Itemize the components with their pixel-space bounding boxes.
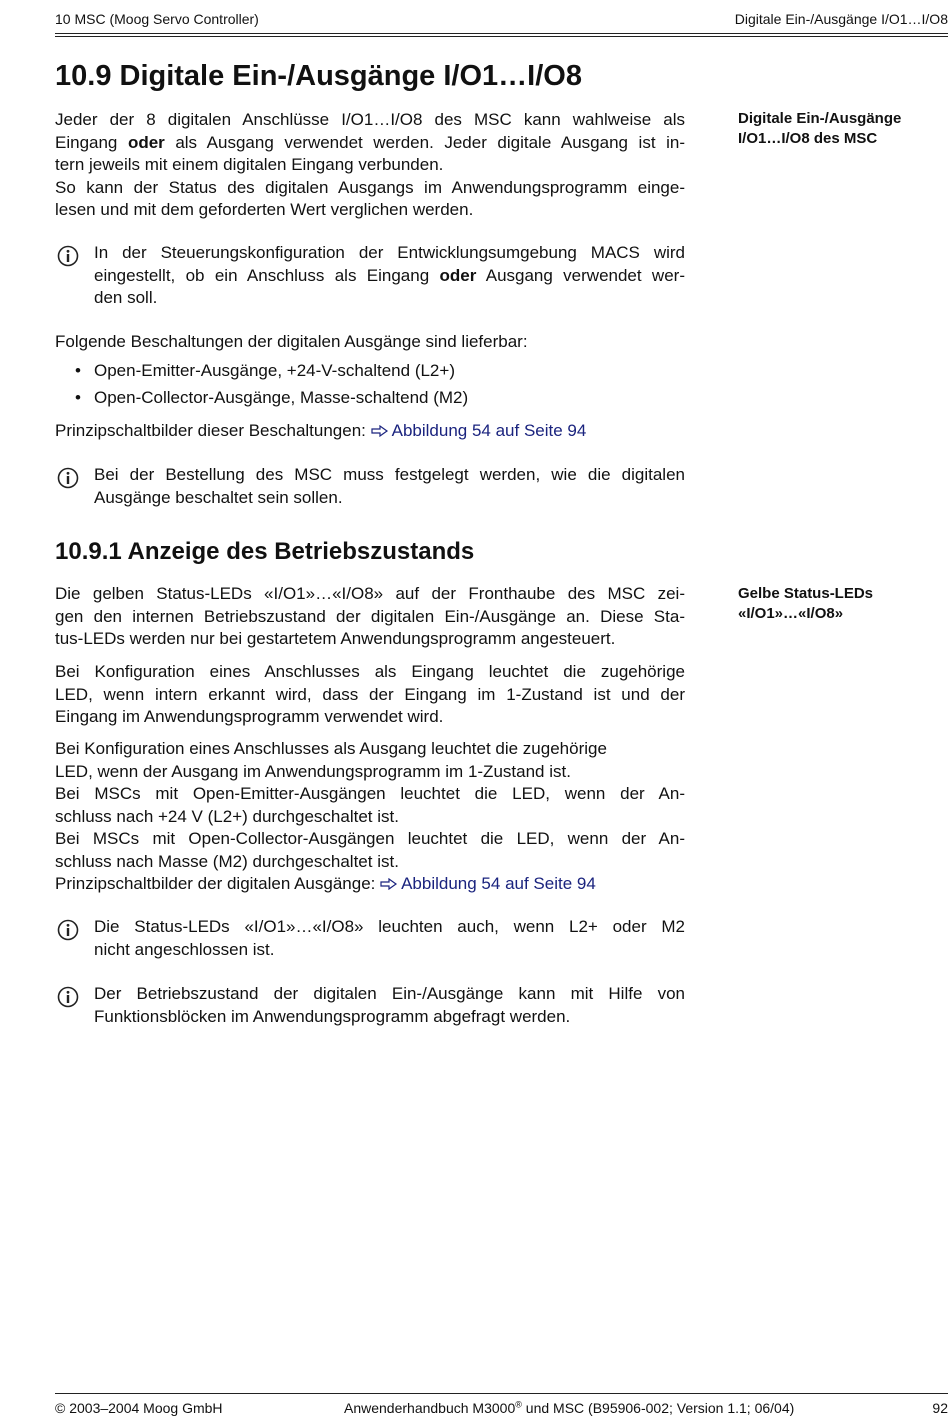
footer-document: Anwenderhandbuch M3000® und MSC (B95906-002; Version 1.1; 06/04) <box>344 1399 795 1416</box>
sidenote-line: I/O1…I/O8 des MSC <box>738 130 878 147</box>
emphasis-oder: oder <box>127 132 165 152</box>
status-led-paragraph: Die gelben Status-LEDs «I/O1»…«I/O8» auf der Fronthaube des MSC zei- gen den internen Betriebszustand der digitalen Ein-/Ausgänge an. Diese Sta- tus-LEDs werden nur bei gestartetem Anwendungsprogramm angesteuert. <box>55 584 685 648</box>
header-rule-2 <box>55 36 948 37</box>
intro-paragraph <box>55 109 685 222</box>
footer-copyright: © 2003–2004 Moog GmbH <box>55 1400 223 1416</box>
note-text: Die Status-LEDs «I/O1»…«I/O8» leuchten auch, wenn L2+ oder M2 nicht angeschlossen ist. <box>94 917 685 959</box>
arrow-right-icon <box>380 878 398 890</box>
page-header <box>55 11 948 33</box>
info-circle-icon <box>57 919 79 941</box>
output-config-paragraph: Bei Konfiguration eines Anschlusses als Ausgang leuchtet die zugehörige LED, wenn der Ausgang im Anwendungsprogramm im 1-Zustand ist. Bei MSCs mit Open-Emitter-Ausgängen leuchtet die LED, wenn der An- schluss nach +24 V (L2+) durchgeschaltet ist. Bei MSCs mit Open-Collector-Ausgängen leuchtet die LED, wenn der An- schluss nach Masse (M2) durchgeschaltet ist. Prinzipschaltbilder der digitalen Ausgänge: Abbildung 54 auf Seite 94 <box>55 738 685 896</box>
note-text: Der Betriebszustand der digitalen Ein-/Ausgänge kann mit Hilfe von Funktionsblöcken im Anwendungsprogramm abgefragt werden. <box>94 984 685 1026</box>
info-note-order <box>55 464 685 512</box>
header-chapter: 10 MSC (Moog Servo Controller) <box>55 11 259 27</box>
note-text: In der Steuerungskonfiguration der Entwicklungsumgebung MACS wird eingestellt, ob ein Anschluss als Eingang oder Ausgang verwendet wer- den soll. <box>94 243 685 307</box>
info-circle-icon <box>57 467 79 489</box>
text-line: lesen und mit dem geforderten Wert verglichen werden. <box>55 200 474 219</box>
info-note-function-blocks <box>55 983 685 1031</box>
header-rule <box>55 33 948 34</box>
header-section: Digitale Ein-/Ausgänge I/O1…I/O8 <box>734 11 948 27</box>
note-text: Bei der Bestellung des MSC muss festgelegt werden, wie die digitalen Ausgänge beschaltet sein sollen. <box>94 465 685 507</box>
section-title: 10.9 Digitale Ein-/Ausgänge I/O1…I/O8 <box>55 60 582 92</box>
input-config-paragraph: Bei Konfiguration eines Anschlusses als Eingang leuchtet die zugehörige LED, wenn intern erkannt wird, dass der Eingang im 1-Zustand ist und der Eingang im Anwendungsprogramm verwendet wird. <box>55 662 685 726</box>
footer-rule <box>55 1393 948 1394</box>
arrow-right-icon <box>371 425 389 437</box>
sidenote-line: «I/O1»…«I/O8» <box>738 605 844 622</box>
wiring-reference: Prinzipschaltbilder dieser Beschaltungen: Abbildung 54 auf Seite 94 <box>55 421 587 440</box>
sidenote-line: Digitale Ein-/Ausgänge <box>738 110 902 127</box>
text-line: Eingang oder als Ausgang verwendet werden. Jeder digitale Ausgang ist in- <box>55 132 685 152</box>
wiring-intro: Folgende Beschaltungen der digitalen Ausgänge sind lieferbar: <box>55 332 528 351</box>
figure-link[interactable]: Abbildung 54 auf Seite 94 <box>380 874 596 893</box>
text-line: So kann der Status des digitalen Ausgangs im Anwendungsprogramm einge- <box>55 177 685 197</box>
info-note-leds <box>55 916 685 964</box>
info-circle-icon <box>57 986 79 1008</box>
figure-link[interactable]: Abbildung 54 auf Seite 94 <box>371 421 587 440</box>
info-circle-icon <box>57 245 79 267</box>
sidenote-line: Gelbe Status-LEDs <box>738 585 874 602</box>
subsection-sidenote <box>738 584 938 624</box>
page-footer <box>55 1400 948 1418</box>
section-sidenote <box>738 109 938 149</box>
output-reference: Prinzipschaltbilder der digitalen Ausgänge: Abbildung 54 auf Seite 94 <box>55 874 596 893</box>
text-line: tern jeweils mit einem digitalen Eingang verbunden. <box>55 155 444 174</box>
text-line: Jeder der 8 digitalen Anschlüsse I/O1…I/O8 des MSC kann wahlweise als <box>55 110 685 129</box>
subsection-title: 10.9.1 Anzeige des Betriebszustands <box>55 538 475 565</box>
emphasis-oder: oder <box>439 265 477 285</box>
info-note-macs <box>55 242 685 312</box>
page-number: 92 <box>932 1400 948 1416</box>
